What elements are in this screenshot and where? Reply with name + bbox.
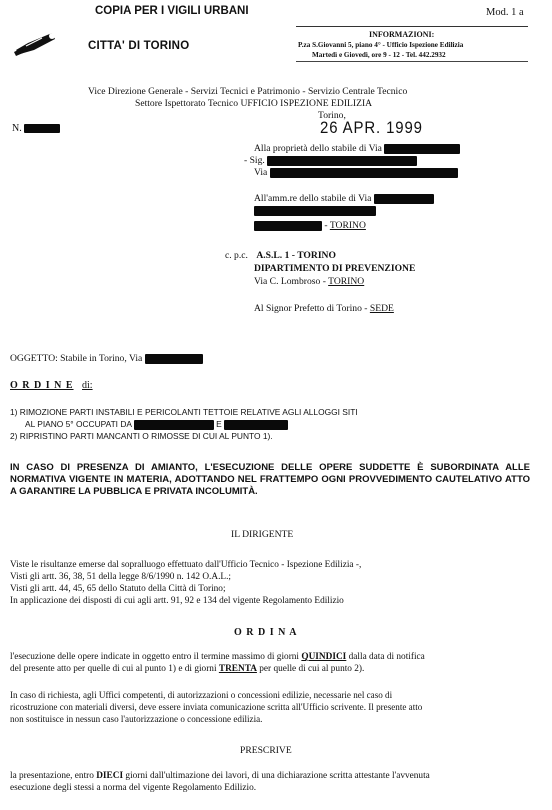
owners-label: Alla proprietà dello stabile di Via (254, 143, 382, 154)
redaction (24, 124, 60, 133)
viste-line-3: Visti gli artt. 44, 45, 65 dello Statuto della Città di Torino; (10, 584, 226, 594)
viste-line-4: In applicazione dei disposti di cui agli artt. 91, 92 e 134 del vigente Regolamento Edilizio (10, 596, 344, 606)
item-2: 2) RIPRISTINO PARTI MANCANTI O RIMOSSE DI CUI AL PUNTO 1). (10, 431, 273, 441)
dirigente-heading: IL DIRIGENTE (231, 529, 294, 540)
ordina-line-1 (10, 652, 425, 662)
asl-address (254, 276, 364, 287)
asl-name: A.S.L. 1 - TORINO (256, 250, 336, 261)
info-line-1: P.za S.Giovanni 5, piano 4° - Ufficio Ispezione Edilizia (298, 41, 464, 49)
admin-line (254, 193, 434, 204)
richiesta-line-1: In caso di richiesta, agli Uffici competenti, di autorizzazioni o concessioni edilizie, necessarie nel caso di (10, 690, 393, 700)
prescrive-line-1 (10, 771, 430, 781)
admin-name-line (254, 205, 376, 216)
ordina-line-2 (10, 664, 364, 674)
redaction (384, 144, 460, 154)
order-heading (10, 380, 93, 391)
admin-city: TORINO (329, 220, 366, 231)
dept-line-2: Settore Ispettorato Tecnico UFFICIO ISPEZIONE EDILIZIA (135, 98, 373, 109)
prescrive-days: DIECI (96, 771, 124, 781)
item-1b (25, 419, 288, 430)
info-title: INFORMAZIONI: (369, 30, 435, 39)
redaction (224, 420, 288, 430)
ordina-days-1: QUINDICI (301, 652, 347, 662)
mod-label: Mod. 1 a (486, 7, 524, 18)
redaction (254, 206, 376, 216)
asl-address-label: Via C. Lombroso - (254, 276, 326, 287)
redaction (134, 420, 214, 430)
via-label: Via (254, 167, 268, 178)
order-suffix: di: (82, 380, 93, 391)
subject-label: OGGETTO: Stabile in Torino, Via (10, 353, 143, 364)
ordina-days-2: TRENTA (218, 664, 257, 674)
city-name: CITTA' DI TORINO (88, 40, 190, 52)
admin-address-line: - TORINO (254, 220, 366, 231)
redaction (267, 156, 417, 166)
redaction (374, 194, 434, 204)
admin-label: All'amm.re dello stabile di Via (254, 193, 372, 204)
prescrive-heading: PRESCRIVE (240, 745, 292, 756)
redaction (270, 168, 458, 178)
ordina-text-1a: l'esecuzione delle opere indicate in oggetto entro il termine massimo di giorni (10, 652, 300, 662)
item-1b-label: AL PIANO 5° OCCUPATI DA (25, 419, 132, 429)
ordina-text-2a: del presente atto per quelle di cui al punto 1) e di giorni (10, 664, 217, 674)
info-line-2: Martedì e Giovedì, ore 9 - 12 - Tel. 442.2932 (312, 51, 446, 59)
item-1a: 1) RIMOZIONE PARTI INSTABILI E PERICOLANTI TETTOIE RELATIVE AGLI ALLOGGI SITI (10, 407, 358, 417)
dept-line-3: Torino, (318, 110, 346, 121)
richiesta-line-2: ricostruzione con materiali diversi, deve essere inviata comunicazione scritta all'Ufficio scrivente. Il presente atto (10, 702, 423, 712)
cc-label: c. p.c. (225, 250, 248, 261)
owners-line (254, 143, 460, 154)
prescrive-line-2: esecuzione degli stessi a norma del vigente Regolamento Edilizio. (10, 783, 257, 793)
ordina-text-2b: per quelle di cui al punto 2). (259, 664, 365, 674)
prefetto-sede: SEDE (369, 303, 394, 314)
prescrive-text-1a: la presentazione, entro (10, 771, 94, 781)
ordina-heading: O R D I N A (234, 627, 298, 638)
viste-line-2: Visti gli artt. 36, 38, 51 della legge 8/6/1990 n. 142 O.A.L.; (10, 572, 231, 582)
city-logo (12, 24, 58, 58)
date-stamp: 26 APR. 1999 (320, 118, 423, 137)
asl-city: TORINO (328, 276, 365, 287)
item-1b-and: E (216, 419, 222, 429)
copy-label: COPIA PER I VIGILI URBANI (95, 5, 249, 17)
cc-line (225, 250, 336, 261)
info-box (296, 26, 528, 70)
prescrive-text-1b: giorni dall'ultimazione dei lavori, di una dichiarazione scritta attestante l'avvenuta (125, 771, 430, 781)
order-heading-text: O R D I N E (10, 380, 74, 391)
redaction (254, 221, 322, 231)
ordina-text-1b: dalla data di notifica (348, 652, 425, 662)
dept-prevenzione: DIPARTIMENTO DI PREVENZIONE (254, 263, 416, 274)
redaction (145, 354, 203, 364)
protocol-number (12, 123, 60, 134)
owner-via-line (254, 167, 458, 178)
prefetto-line (254, 303, 394, 314)
viste-line-1: Viste le risultanze emerse dal sopralluogo effettuato dall'Ufficio Tecnico - Ispezione Edilizia -, (10, 560, 362, 570)
sig-label: Sig. (249, 155, 265, 166)
subject-line (10, 353, 203, 364)
protocol-label: N. (12, 123, 22, 134)
sig-line: - Sig. (244, 155, 417, 166)
dept-line-1: Vice Direzione Generale - Servizi Tecnici e Patrimonio - Servizio Centrale Tecnico (88, 86, 408, 97)
richiesta-line-3: non sostituisce in nessun caso l'autorizzazione o concessione edilizia. (10, 714, 263, 724)
prefetto-label: Al Signor Prefetto di Torino - (254, 303, 368, 314)
asbestos-paragraph: IN CASO DI PRESENZA DI AMIANTO, L'ESECUZIONE DELLE OPERE SUDDETTE È SUBORDINATA ALLE NORMATIVA VIGENTE IN MATERIA, ADOTTANDO NEL FRATTEMPO OGNI PROVVEDIMENTO CAUTELATIVO ATTO A GARANTIRE LA PUBBLICA E PRIVATA INCOLUMITÀ. (10, 462, 530, 497)
